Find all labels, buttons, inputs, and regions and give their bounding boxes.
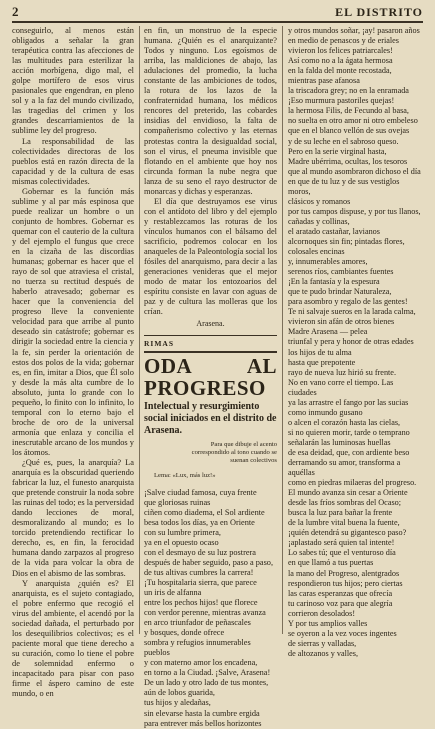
poem-line: respondieron tus hijos; pero ciertas [288, 578, 403, 588]
poem-line: y, innumerables amores, [288, 257, 368, 267]
poem-line: que al mundo asombraron dichoso el día [288, 166, 421, 176]
poem-line: ¡Salve ciudad famosa, cuya frente [144, 487, 257, 497]
poem-line: Te ni salvaje sueros en la larada calma, [288, 307, 416, 317]
poem-line: con verdor perenne, mientras avanza [144, 608, 266, 618]
poem-line: no suelta en otro amor ni otro embeleso [288, 116, 418, 126]
epigraph: Lema: «Lux, más luz!» [154, 472, 216, 480]
page-header [12, 2, 423, 22]
poem-line: en torno a la Ciudad. ¡Salve, Arasena! [144, 668, 271, 678]
poem-line: se oyeron a la vez voces ingentes [288, 628, 397, 638]
poem-line: de la lumbre vital buena la fuente, [288, 518, 400, 528]
poem-line: vivieron sin afán de otros bienes [288, 317, 395, 327]
poem-line: desde las fríos sombras del Ocaso; [288, 498, 402, 508]
poem-line: la hermosa Filis, de Fecundo al basa, [288, 106, 409, 116]
poem-line: en la falda del monte recostada, [288, 66, 392, 76]
poem-line: como inmundo gusano [288, 407, 363, 417]
paragraph: conseguirlo, al menos están obligados a señalar la gran terapéutica contra las afecciones de las multitudes para esterilizar la acción morbígena, digo mal, el golpe mortífero de esos virus pasionales que engendran, en pleno sol y a la faz del mundo civilizado, las tragedias del crimen y los grandes descarriamientos de la sublime ley del progreso. [12, 26, 134, 136]
poem-line: con su lumbre primera, [144, 527, 221, 537]
poem-line: derramando su amor, transforma a aquéllas [288, 458, 401, 478]
poem-line: ¡En la fantasía y la espesura [288, 277, 380, 287]
masthead: EL DISTRITO [335, 4, 423, 19]
poem-line: señalarán las luminosas huellas [288, 437, 391, 447]
column-3 [288, 26, 423, 659]
poem-line: El mundo avanza sin cesar a Oriente [288, 488, 408, 498]
poem-line: Pero en la serie virginal hasta, [288, 146, 387, 156]
poem-line: mientras pase afanosa [288, 76, 360, 86]
poem-line: Y por tus amplios valles [288, 618, 368, 628]
poem-line: cañadas y collinas, [288, 216, 350, 226]
poem-line: Así como no a la ágata hermosa [288, 56, 393, 66]
poem-line: ¡quién detendrá su gigantesco paso? [288, 528, 407, 538]
poem-line: para entrever más bellos horizontes [144, 718, 262, 728]
poem-line: vivieron los felices patriarcales! [288, 46, 393, 56]
poem-line: y otros mundos soñar, ¡ay! pasaron años [288, 26, 420, 35]
poem-line: Madre ubérrima, ocultas, los tesoros [288, 156, 408, 166]
column-divider-2 [282, 26, 283, 634]
poem-line: las caras esperanzas que ofrecía [288, 588, 393, 598]
poem-line: y de su leche en el sabroso queso. [288, 136, 399, 146]
poem-line: aún de lobos guarida, [144, 688, 215, 698]
page-number: 2 [12, 4, 19, 19]
poem-line: Madre Arasena — pelea [288, 327, 368, 337]
poem-line: en que de tu luz y de sus vestiglos moros, [288, 176, 400, 196]
poem-line: después de haber seguido, paso a paso, [144, 557, 274, 567]
poem-line: ¡Eso murmura pastoriles quejas! [288, 96, 395, 106]
poem-line: de esa deidad, que, con ardiente beso [288, 447, 410, 457]
poem-line: sin elevarse hasta la cumbre ergida [144, 708, 260, 718]
section-label: RIMAS [144, 335, 277, 349]
poem-line: corrieron desolados! [288, 608, 356, 618]
poem-line: en que llamó a tus puertas [288, 558, 374, 568]
poem-line: busca la luz para bañar la frente [288, 508, 393, 518]
poem-line: los hijos de tu alma [288, 347, 352, 357]
article-signature: Arasena. [196, 319, 225, 329]
poem-line: de altozanos y valles, [288, 648, 359, 658]
paragraph: El día que destruyamos ese virus con el antídoto del libro y del ejemplo y restablezcamos las roturas de los vínculos humanos con el bálsamo del sacrificio, podremos colocar en los anaqueles de la Paleontología social los fósiles del anarquismo, para decir a las generaciones venideras que el mejor modo de matar los entozoarios del espíritu consiste en lavar con aguas de paz y de cultura las molleras que los crían. [144, 196, 277, 317]
poem-line: alcornoques sin fin; pintadas flores, [288, 236, 405, 246]
poem-line: y con materno amor los encadena, [144, 658, 258, 668]
column-2 [144, 26, 277, 729]
poem-line: con el desmayo de su luz postrera [144, 547, 256, 557]
paragraph: Y anarquista ¿quién es? El anarquista, es el sujeto contagiado, el pobre enfermo que recogió el virus del ambiente, el acendó por la sociedad dañada, el perturbado por los desequilibrios colectivos; es el paciente moral que tiene derecho a su curación, como lo tiene el pobre de solemnidad enfermo o incapacitado para pisar con paso firme el áspero camino de este mundo, o en [12, 578, 134, 699]
poem-line: ¡Tu hospitalaria sierra, que parece [144, 577, 257, 587]
paragraph: ¿Qué es, pues, la anarquía? La anarquía es la obscuridad queriendo fabricar la luz, el funesto anarquista que pretende construir la noda sobre las ruinas del todo; es la perversidad dando lecciones de moral, desmoralizando al mundo; es lo torcido pretendiendo rectificar lo derecho, es, en fin, la ferocidad humana dando zarpazos al progreso de la vida para volcar la obra de Dios en el abismo de las sombras. [12, 458, 134, 578]
poem-line: para asombro y regalo de las gentes! [288, 297, 408, 307]
poem-line: y bosques, donde ofrece [144, 628, 225, 638]
poem-line: ciñen como diadema, el Sol ardiente [144, 507, 265, 517]
poem-line: por tus campos dispuse, y por tus llanos, [288, 206, 421, 216]
poem-line: en arco triunfador de peñascales [144, 618, 251, 628]
paragraph: en fin, un monstruo de la especie humana. ¿Quién es el anarquizante? Todos y ninguno. Los egoísmos de arriba, las maldiciones de abajo, las adulaciones del promedio, la lucha constante de las ambiciones de todos, la rotura de los lazos de la confraternidad humana, los médicos rencores del preterido, las cobardes insidias del envidioso, la falta de compañerismo colectivo y las eternas protestas contra la desigualdad social, son el virus, el pneuma invisible que flotando en el ambiente que hoy nos circunda forman la nube negra que lanza de su seno el rayo destructor de monarcas y dichas y esperanzas. [144, 26, 277, 196]
poem-line: tus hijos y aledañas, [144, 698, 211, 708]
poem-line: triunfal y pera y honor de otras edades [288, 337, 414, 347]
poem-line: que gloriosas ruinas [144, 497, 211, 507]
poem-line: la triscadora grey; no en la enramada [288, 86, 409, 96]
poem-line: que te pudo brindar Naturaleza, [288, 287, 392, 297]
header-rule [12, 21, 423, 23]
article-subhead: Intelectual y resurgimiento social iniciados en el distrito de Arasena. [144, 401, 277, 437]
poem-line: rayo de nueva luz hirió su frente. [288, 367, 396, 377]
poem-line: serenos ríos, cambiantes fuentes [288, 267, 394, 277]
poem-line: besa todos los días, ya en Oriente [144, 517, 255, 527]
paragraph: La responsabilidad de las colectividades directoras de los pueblos está en razón directa de la capacidad y de la cultura de esas mismas colectividades. [12, 136, 134, 186]
column-1 [12, 26, 134, 699]
poem-line: que en el blanco vellón de sus ovejas [288, 126, 410, 136]
poem-line: ¡aplastado será quien tal intente! [288, 538, 395, 548]
poem-line: un iris de alfanna [144, 587, 202, 597]
poem-line: ya las arrastre el fango por las sucias [288, 397, 409, 407]
poem-line: hasta que prepotente [288, 357, 356, 367]
poem-line: tu carinoso voz para que alegría [288, 598, 393, 608]
poem-line: clásicos y romanos [288, 196, 351, 206]
article-headline: ODA AL PROGRESO [144, 351, 277, 399]
poem-line: como en piedras milaeras del progreso. [288, 478, 417, 488]
poem-line: No en vano corre el tiempo. Las ciudades [288, 377, 394, 397]
poem-line: en medio de penascos y de eriales [288, 36, 399, 46]
poem-line: si no quieren morir, tarde o temprano [288, 427, 410, 437]
dedication-note: Para que dibuje el acento correspondido al tono cuando se suenan colectivos [191, 441, 277, 465]
poem-line: De un lado y otro lado de tus montes, [144, 678, 269, 688]
poem-line: la mano del Progreso, alentgrados [288, 568, 400, 578]
poem-line: de sierras y valladas, [288, 638, 357, 648]
poem-line: Lo sabes tú; que el venturoso día [288, 548, 396, 558]
poem-line: entre los pechos hijos! que florece [144, 598, 258, 608]
poem-line: el aratado castañar, lavianos [288, 226, 380, 236]
poem-line: colosales encinas [288, 247, 345, 257]
poem-line: de tus altivas cumbres la carrera! [144, 567, 254, 577]
column-divider-1 [139, 26, 140, 634]
poem-line: ya en el opuesto ocaso [144, 537, 219, 547]
poem-line: o alcen el corazón hasta las cielas, [288, 417, 401, 427]
poem-part-1 [144, 488, 277, 729]
poem-line: sombra y refugios innumerables pueblos [144, 638, 251, 658]
paragraph: Gobernar es la función más sublime y al par más espinosa que puede realizar un hombre o un conjunto de hombres. Gobernar es quemar con el cauterio de la cultura y del ejemplo el fungus que crece en la cizaña de las discordias humanas; gobernar es hacer que el rayo de sol que atraviesa el cristal, no tuerza su rectitud después de haberlo atravesado; gobernar es hacer que la conveniencia del progreso lleve la conveniente velocidad para que arribe al punto deseado sin catástrofe; gobernar es dirigir la sociedad entre la ciencia y la fe, sin perder la orientación de estos dos polos de la vida; gobernar es, en fin, imitar a Dios, que Él solo y desde la más alta cumbre de lo absoluto, junta lo grande con lo pequeño, lo finito con lo infinito, lo temporal con lo eterno bajo el broche de oro de la universal armonía que enlaza y concilia el inescrutable arcano de los mundos y los átomos. [12, 186, 134, 457]
